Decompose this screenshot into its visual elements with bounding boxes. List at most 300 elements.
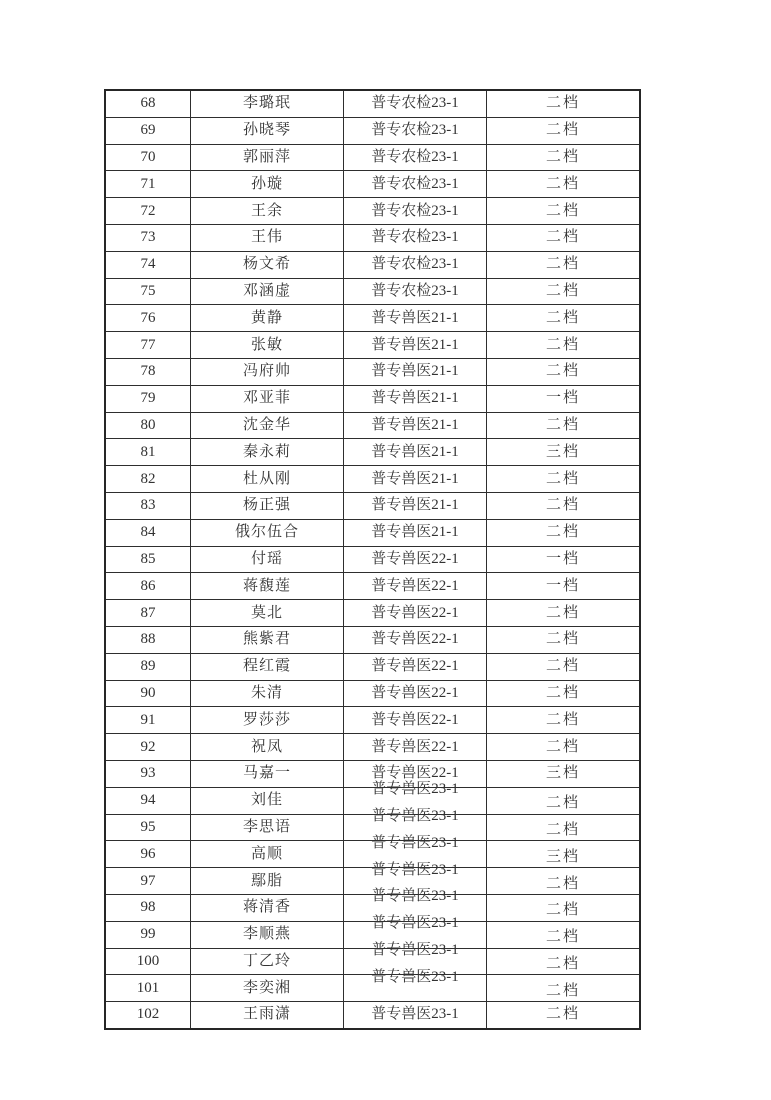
row-number: 84 xyxy=(140,524,156,541)
level-label: 二档 xyxy=(545,470,580,487)
student-name: 沈金华 xyxy=(242,416,291,433)
student-name-cell xyxy=(191,358,344,385)
student-name-cell xyxy=(191,144,344,171)
table-row xyxy=(105,385,640,412)
row-number-cell xyxy=(105,626,191,653)
class-name-cell xyxy=(344,573,487,600)
class-label: 普专兽医22-1 xyxy=(371,658,459,675)
class-name-cell xyxy=(344,734,487,761)
student-name: 程红霞 xyxy=(242,658,291,675)
row-number-cell xyxy=(105,600,191,627)
row-number: 69 xyxy=(140,122,156,139)
student-name: 李璐珉 xyxy=(242,95,291,112)
class-name-cell xyxy=(344,439,487,466)
level-label: 二档 xyxy=(545,684,580,701)
class-label: 普专农检23-1 xyxy=(371,175,459,192)
level-label: 二档 xyxy=(545,336,580,353)
row-number-cell xyxy=(105,948,191,975)
class-label: 普专兽医21-1 xyxy=(371,470,459,487)
level-cell xyxy=(487,760,641,787)
row-number-cell xyxy=(105,894,191,921)
row-number: 102 xyxy=(136,1006,160,1023)
row-number-cell xyxy=(105,224,191,251)
class-label: 普专兽医22-1 xyxy=(371,711,459,728)
row-number-cell xyxy=(105,358,191,385)
level-label: 二档 xyxy=(545,1006,580,1023)
row-number: 72 xyxy=(140,202,156,219)
class-name-cell xyxy=(344,278,487,305)
level-label: 二档 xyxy=(545,902,580,919)
class-name-cell xyxy=(344,251,487,278)
class-label: 普专兽医22-1 xyxy=(371,738,459,755)
class-label: 普专兽医21-1 xyxy=(371,309,459,326)
student-name-cell xyxy=(191,90,344,117)
student-name: 王伟 xyxy=(250,229,283,246)
class-label: 普专农检23-1 xyxy=(371,256,459,273)
row-number: 94 xyxy=(140,792,156,809)
row-number-cell xyxy=(105,90,191,117)
row-number: 80 xyxy=(140,416,156,433)
row-number-cell xyxy=(105,198,191,225)
table-row xyxy=(105,653,640,680)
row-number-cell xyxy=(105,385,191,412)
row-number-cell xyxy=(105,251,191,278)
level-label: 二档 xyxy=(545,604,580,621)
row-number-cell xyxy=(105,332,191,359)
class-name-cell xyxy=(344,385,487,412)
student-name-cell xyxy=(191,171,344,198)
class-name-cell xyxy=(344,680,487,707)
level-cell xyxy=(487,573,641,600)
row-number: 71 xyxy=(140,175,156,192)
level-cell xyxy=(487,332,641,359)
level-label: 二档 xyxy=(545,711,580,728)
level-cell xyxy=(487,948,641,975)
student-grade-table xyxy=(104,89,641,1030)
student-name: 刘佳 xyxy=(250,792,283,809)
student-name-cell xyxy=(191,412,344,439)
level-label: 二档 xyxy=(545,148,580,165)
class-name-cell xyxy=(344,707,487,734)
student-name: 熊紫君 xyxy=(242,631,291,648)
class-label: 普专兽医21-1 xyxy=(371,524,459,541)
level-label: 二档 xyxy=(545,95,580,112)
student-name: 蒋清香 xyxy=(242,899,291,916)
table-row xyxy=(105,332,640,359)
row-number-cell xyxy=(105,680,191,707)
student-name: 莫北 xyxy=(250,604,283,621)
table-row xyxy=(105,278,640,305)
level-label: 三档 xyxy=(545,848,580,865)
table-row xyxy=(105,358,640,385)
table-row xyxy=(105,975,640,1002)
student-name: 孙璇 xyxy=(250,175,283,192)
class-name-cell xyxy=(344,305,487,332)
row-number-cell xyxy=(105,519,191,546)
class-label: 普专兽医21-1 xyxy=(371,443,459,460)
class-name-cell xyxy=(344,144,487,171)
student-name-cell xyxy=(191,734,344,761)
level-label: 二档 xyxy=(545,524,580,541)
class-label: 普专农检23-1 xyxy=(371,202,459,219)
class-label: 普专兽医22-1 xyxy=(371,550,459,567)
level-label: 二档 xyxy=(545,875,580,892)
row-number: 88 xyxy=(140,631,156,648)
level-label: 三档 xyxy=(545,443,580,460)
row-number: 93 xyxy=(140,765,156,782)
row-number: 76 xyxy=(140,309,156,326)
class-label: 普专兽医22-1 xyxy=(371,684,459,701)
row-number-cell xyxy=(105,573,191,600)
level-cell xyxy=(487,626,641,653)
row-number: 81 xyxy=(140,443,156,460)
student-name: 蒋馥莲 xyxy=(242,577,291,594)
table-row xyxy=(105,707,640,734)
student-name-cell xyxy=(191,278,344,305)
level-cell xyxy=(487,198,641,225)
row-number-cell xyxy=(105,653,191,680)
level-cell xyxy=(487,358,641,385)
student-name-cell xyxy=(191,600,344,627)
row-number: 101 xyxy=(136,979,160,996)
level-label: 二档 xyxy=(545,416,580,433)
class-name-cell xyxy=(344,466,487,493)
class-label: 普专农检23-1 xyxy=(371,122,459,139)
student-name-cell xyxy=(191,760,344,787)
level-label: 一档 xyxy=(545,577,580,594)
row-number-cell xyxy=(105,760,191,787)
class-label: 普专兽医23-1 xyxy=(371,941,459,958)
row-number-cell xyxy=(105,868,191,895)
student-name-cell xyxy=(191,841,344,868)
table-row xyxy=(105,251,640,278)
class-label: 普专农检23-1 xyxy=(371,148,459,165)
level-cell xyxy=(487,412,641,439)
level-cell xyxy=(487,278,641,305)
level-cell xyxy=(487,144,641,171)
row-number: 97 xyxy=(140,872,156,889)
student-name-cell xyxy=(191,1002,344,1029)
class-label: 普专兽医22-1 xyxy=(371,577,459,594)
student-name: 王余 xyxy=(250,202,283,219)
level-cell xyxy=(487,975,641,1002)
student-name-cell xyxy=(191,948,344,975)
class-name-cell xyxy=(344,968,487,1002)
student-name: 杨文希 xyxy=(242,256,291,273)
student-name-cell xyxy=(191,894,344,921)
student-name: 郭丽萍 xyxy=(242,148,291,165)
student-name-cell xyxy=(191,868,344,895)
level-label: 二档 xyxy=(545,175,580,192)
level-cell xyxy=(487,519,641,546)
level-label: 二档 xyxy=(545,497,580,514)
class-name-cell xyxy=(344,653,487,680)
class-label: 普专兽医21-1 xyxy=(371,336,459,353)
student-name-cell xyxy=(191,466,344,493)
student-name-cell xyxy=(191,546,344,573)
level-cell xyxy=(487,117,641,144)
row-number-cell xyxy=(105,814,191,841)
student-name-cell xyxy=(191,519,344,546)
class-label: 普专兽医23-1 xyxy=(371,807,459,824)
row-number: 68 xyxy=(140,95,156,112)
level-cell xyxy=(487,1002,641,1029)
table-row xyxy=(105,519,640,546)
level-label: 二档 xyxy=(545,821,580,838)
level-cell xyxy=(487,734,641,761)
level-label: 二档 xyxy=(545,982,580,999)
student-name-cell xyxy=(191,198,344,225)
student-name-cell xyxy=(191,117,344,144)
level-label: 二档 xyxy=(545,955,580,972)
class-name-cell xyxy=(344,600,487,627)
level-cell xyxy=(487,251,641,278)
class-label: 普专兽医23-1 xyxy=(371,915,459,932)
table-row xyxy=(105,171,640,198)
student-name-cell xyxy=(191,385,344,412)
row-number: 75 xyxy=(140,282,156,299)
student-name: 丁乙玲 xyxy=(242,952,291,969)
level-cell xyxy=(487,707,641,734)
class-name-cell xyxy=(344,332,487,359)
row-number: 86 xyxy=(140,577,156,594)
table-row xyxy=(105,573,640,600)
level-label: 二档 xyxy=(545,631,580,648)
row-number-cell xyxy=(105,734,191,761)
student-name-cell xyxy=(191,492,344,519)
level-label: 三档 xyxy=(545,765,580,782)
student-name: 祝凤 xyxy=(250,738,283,755)
class-name-cell xyxy=(344,546,487,573)
student-name: 秦永莉 xyxy=(242,443,291,460)
level-label: 二档 xyxy=(545,309,580,326)
student-name: 鄢脂 xyxy=(250,872,283,889)
row-number: 98 xyxy=(140,899,156,916)
table-row xyxy=(105,1002,640,1029)
level-cell xyxy=(487,546,641,573)
table-row xyxy=(105,734,640,761)
row-number: 96 xyxy=(140,845,156,862)
row-number-cell xyxy=(105,144,191,171)
class-name-cell xyxy=(344,1002,487,1029)
student-name: 杨正强 xyxy=(242,497,291,514)
table-row xyxy=(105,198,640,225)
class-label: 普专农检23-1 xyxy=(371,282,459,299)
class-name-cell xyxy=(344,198,487,225)
row-number-cell xyxy=(105,841,191,868)
row-number: 74 xyxy=(140,256,156,273)
level-cell xyxy=(487,385,641,412)
row-number: 91 xyxy=(140,711,156,728)
class-label: 普专兽医22-1 xyxy=(371,765,459,782)
class-name-cell xyxy=(344,90,487,117)
student-name: 张敏 xyxy=(250,336,283,353)
class-label: 普专兽医23-1 xyxy=(371,968,459,985)
student-name: 俄尔伍合 xyxy=(234,524,299,541)
level-cell xyxy=(487,224,641,251)
level-cell xyxy=(487,171,641,198)
class-label: 普专兽医23-1 xyxy=(371,888,459,905)
table-row xyxy=(105,546,640,573)
row-number-cell xyxy=(105,305,191,332)
table-row xyxy=(105,117,640,144)
student-name-cell xyxy=(191,707,344,734)
class-name-cell xyxy=(344,171,487,198)
class-label: 普专农检23-1 xyxy=(371,95,459,112)
row-number-cell xyxy=(105,278,191,305)
row-number-cell xyxy=(105,492,191,519)
row-number-cell xyxy=(105,975,191,1002)
level-cell xyxy=(487,841,641,868)
level-label: 二档 xyxy=(545,122,580,139)
class-name-cell xyxy=(344,358,487,385)
class-name-cell xyxy=(344,117,487,144)
class-label: 普专兽医22-1 xyxy=(371,631,459,648)
row-number: 92 xyxy=(140,738,156,755)
row-number: 78 xyxy=(140,363,156,380)
level-label: 二档 xyxy=(545,363,580,380)
table-row xyxy=(105,224,640,251)
table-row xyxy=(105,600,640,627)
row-number: 89 xyxy=(140,658,156,675)
row-number-cell xyxy=(105,1002,191,1029)
level-cell xyxy=(487,653,641,680)
row-number-cell xyxy=(105,546,191,573)
level-label: 二档 xyxy=(545,738,580,755)
student-name: 高顺 xyxy=(250,845,283,862)
table-row xyxy=(105,680,640,707)
student-name: 李思语 xyxy=(242,818,291,835)
class-name-cell xyxy=(344,492,487,519)
student-name: 孙晓琴 xyxy=(242,122,291,139)
student-name: 罗莎莎 xyxy=(242,711,291,728)
row-number: 77 xyxy=(140,336,156,353)
table-row xyxy=(105,466,640,493)
student-name: 黄静 xyxy=(250,309,283,326)
student-name-cell xyxy=(191,975,344,1002)
table-row xyxy=(105,439,640,466)
class-label: 普专兽医22-1 xyxy=(371,604,459,621)
student-name: 冯府帅 xyxy=(242,363,291,380)
student-name-cell xyxy=(191,653,344,680)
class-label: 普专农检23-1 xyxy=(371,229,459,246)
class-name-cell xyxy=(344,224,487,251)
student-name: 付瑶 xyxy=(250,550,283,567)
row-number-cell xyxy=(105,466,191,493)
class-name-cell xyxy=(344,626,487,653)
level-label: 二档 xyxy=(545,256,580,273)
row-number-cell xyxy=(105,707,191,734)
class-name-cell xyxy=(344,412,487,439)
level-cell xyxy=(487,439,641,466)
level-label: 二档 xyxy=(545,795,580,812)
row-number: 79 xyxy=(140,390,156,407)
class-label: 普专兽医23-1 xyxy=(371,781,459,798)
class-label: 普专兽医21-1 xyxy=(371,363,459,380)
table-row xyxy=(105,90,640,117)
student-name: 邓亚菲 xyxy=(242,390,291,407)
level-cell xyxy=(487,305,641,332)
level-label: 一档 xyxy=(545,390,580,407)
student-name-cell xyxy=(191,573,344,600)
student-name-cell xyxy=(191,332,344,359)
level-cell xyxy=(487,492,641,519)
table-row xyxy=(105,492,640,519)
student-name: 邓涵虚 xyxy=(242,282,291,299)
class-name-cell xyxy=(344,519,487,546)
level-label: 一档 xyxy=(545,550,580,567)
student-name: 李奕湘 xyxy=(242,979,291,996)
row-number: 82 xyxy=(140,470,156,487)
level-label: 二档 xyxy=(545,229,580,246)
table-body xyxy=(105,90,640,1029)
level-cell xyxy=(487,787,641,814)
row-number: 100 xyxy=(136,952,160,969)
student-name-cell xyxy=(191,680,344,707)
student-name: 杜从刚 xyxy=(242,470,291,487)
table-row xyxy=(105,412,640,439)
student-name: 李顺燕 xyxy=(242,926,291,943)
class-label: 普专兽医23-1 xyxy=(371,1006,459,1023)
level-cell xyxy=(487,814,641,841)
level-cell xyxy=(487,680,641,707)
student-name: 马嘉一 xyxy=(242,765,291,782)
student-name-cell xyxy=(191,626,344,653)
row-number: 95 xyxy=(140,818,156,835)
student-name-cell xyxy=(191,814,344,841)
row-number: 87 xyxy=(140,604,156,621)
table-row xyxy=(105,626,640,653)
student-name: 王雨潇 xyxy=(242,1006,291,1023)
level-label: 二档 xyxy=(545,202,580,219)
level-cell xyxy=(487,894,641,921)
row-number-cell xyxy=(105,171,191,198)
student-name-cell xyxy=(191,787,344,814)
row-number: 83 xyxy=(140,497,156,514)
student-name-cell xyxy=(191,921,344,948)
level-cell xyxy=(487,466,641,493)
level-cell xyxy=(487,921,641,948)
student-name-cell xyxy=(191,439,344,466)
row-number-cell xyxy=(105,787,191,814)
row-number: 99 xyxy=(140,926,156,943)
class-label: 普专兽医21-1 xyxy=(371,390,459,407)
table-row xyxy=(105,144,640,171)
level-cell xyxy=(487,868,641,895)
class-label: 普专兽医23-1 xyxy=(371,834,459,851)
student-name-cell xyxy=(191,305,344,332)
class-label: 普专兽医21-1 xyxy=(371,497,459,514)
row-number-cell xyxy=(105,921,191,948)
row-number-cell xyxy=(105,439,191,466)
level-label: 二档 xyxy=(545,658,580,675)
table-row xyxy=(105,305,640,332)
student-name: 朱清 xyxy=(250,684,283,701)
level-cell xyxy=(487,90,641,117)
row-number: 73 xyxy=(140,229,156,246)
row-number-cell xyxy=(105,412,191,439)
row-number-cell xyxy=(105,117,191,144)
row-number: 90 xyxy=(140,684,156,701)
level-cell xyxy=(487,600,641,627)
level-label: 二档 xyxy=(545,929,580,946)
row-number: 70 xyxy=(140,148,156,165)
row-number: 85 xyxy=(140,550,156,567)
student-name-cell xyxy=(191,224,344,251)
class-label: 普专兽医21-1 xyxy=(371,416,459,433)
class-label: 普专兽医23-1 xyxy=(371,861,459,878)
level-label: 二档 xyxy=(545,282,580,299)
